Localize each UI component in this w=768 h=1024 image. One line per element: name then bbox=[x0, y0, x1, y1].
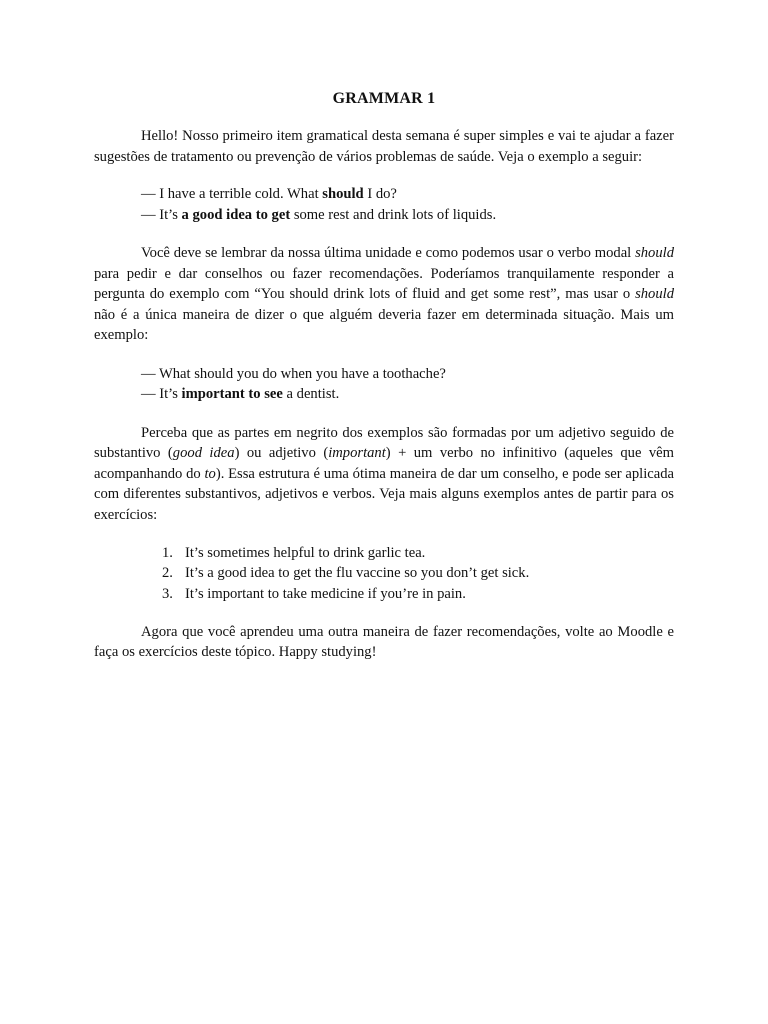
closing-paragraph: Agora que você aprendeu uma outra maneira de fazer recomendações, volte ao Moodle e faça os exercícios deste tópico. Happy studying! bbox=[94, 623, 674, 661]
example-2-question: — What should you do when you have a toothache? bbox=[141, 365, 446, 382]
bold-should: should bbox=[322, 186, 364, 202]
italic-good-idea: good idea bbox=[172, 445, 235, 461]
structure-paragraph: Perceba que as partes em negrito dos exemplos são formadas por um adjetivo seguido de substantivo (good idea) ou adjetivo (important) + um verbo no infinitivo (aqueles que vêm acompanhando do to). Essa estrutura é uma ótima maneira de dar um conselho, e pode ser aplicada com diferentes substantivos, adjetivos e verbos. Veja mais alguns exemplos antes de partir para os exercícios: bbox=[94, 424, 674, 523]
bold-important-to-see: important to see bbox=[181, 386, 283, 402]
list-item bbox=[162, 543, 674, 563]
list-item bbox=[162, 584, 674, 604]
intro-paragraph: Hello! Nosso primeiro item gramatical desta semana é super simples e vai te ajudar a fazer sugestões de tratamento ou prevenção de vários problemas de saúde. Veja o exemplo a seguir: bbox=[94, 128, 674, 165]
bold-good-idea: a good idea to get bbox=[181, 206, 291, 223]
italic-important: important bbox=[328, 445, 386, 461]
examples-list bbox=[94, 543, 674, 604]
list-item-number: 3. bbox=[162, 585, 173, 602]
page-title: GRAMMAR 1 bbox=[332, 90, 436, 107]
example-1-question: — I have a terrible cold. What should I do? bbox=[141, 186, 397, 202]
italic-should-1: should bbox=[635, 245, 674, 261]
list-item bbox=[162, 563, 674, 583]
example-dialog-1 bbox=[94, 184, 674, 225]
example-1-answer: — It’s a good idea to get some rest and drink lots of liquids. bbox=[141, 206, 497, 223]
list-item-number: 1. bbox=[162, 545, 173, 561]
example-dialog-2 bbox=[94, 364, 674, 405]
list-item-number: 2. bbox=[162, 565, 173, 582]
example-2-answer: — It’s important to see a dentist. bbox=[141, 386, 340, 402]
list-item-text: It’s a good idea to get the flu vaccine so you don’t get sick. bbox=[185, 565, 530, 582]
list-item-text: It’s sometimes helpful to drink garlic tea. bbox=[185, 545, 426, 561]
italic-to: to bbox=[204, 465, 216, 482]
should-paragraph: Você deve se lembrar da nossa última unidade e como podemos usar o verbo modal should para pedir e dar conselhos ou fazer recomendações. Poderíamos tranquilamente responder a pergunta do exemplo com “You should drink lots of fluid and get some rest”, mas usar o should não é a única maneira de dizer o que alguém deveria fazer em determinada situação. Mais um exemplo: bbox=[94, 245, 674, 343]
document-page bbox=[94, 0, 674, 663]
italic-should-2: should bbox=[635, 286, 674, 302]
list-item-text: It’s important to take medicine if you’re in pain. bbox=[185, 585, 466, 602]
